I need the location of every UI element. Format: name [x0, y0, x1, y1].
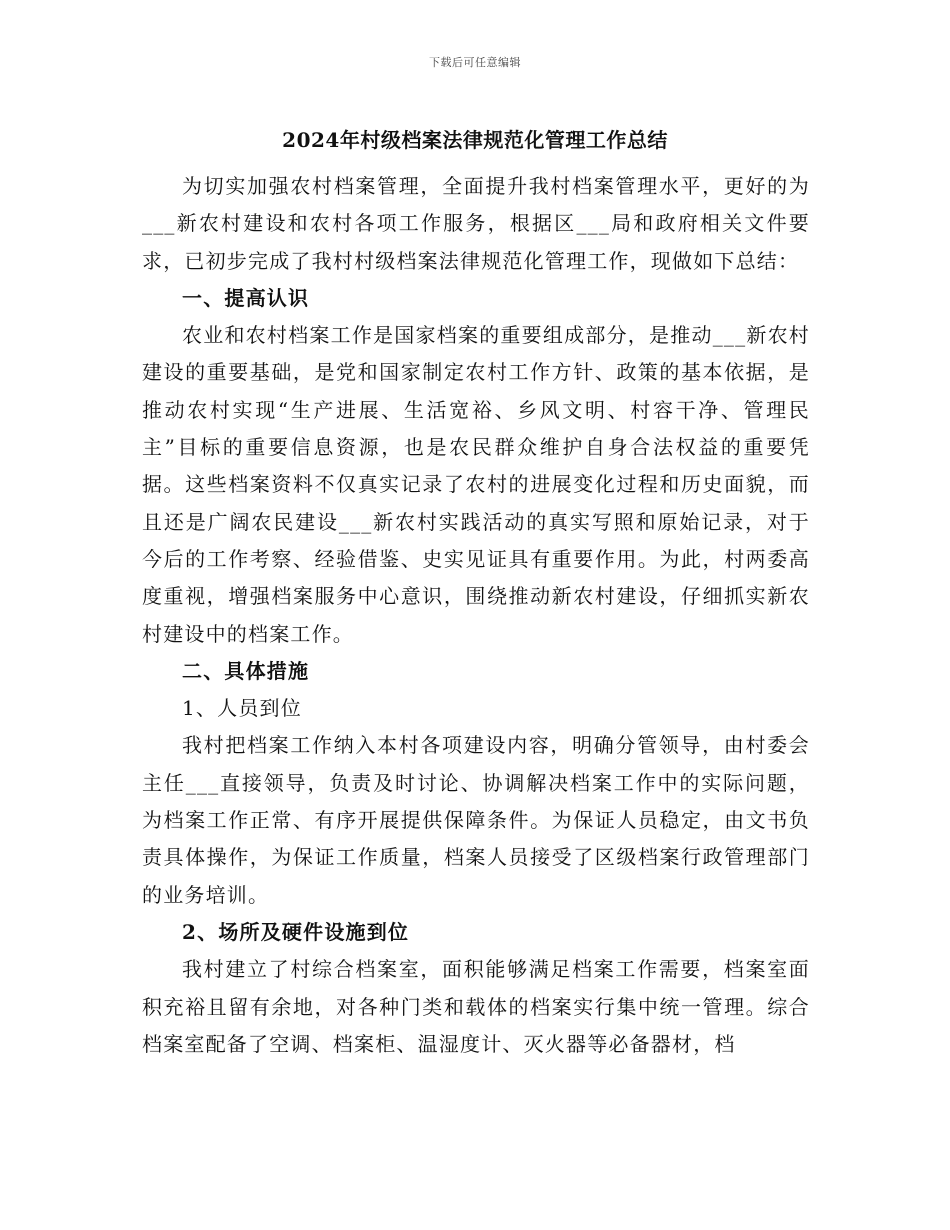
section-1-heading: 一、提高认识: [182, 285, 310, 310]
section-2-heading: 二、具体措施: [182, 658, 310, 683]
subsection-1-heading: 1、人员到位: [182, 696, 302, 721]
intro-paragraph: 为切实加强农村档案管理，全面提升我村档案管理水平，更好的为___新农村建设和农村各项工作服务，根据区___局和政府相关文件要求，已初步完成了我村村级档案法律规范化管理工作，现做如下总结：: [142, 174, 810, 273]
subsection-1-paragraph: 我村把档案工作纳入本村各项建设内容，明确分管领导，由村委会主任___直接领导，负责及时讨论、协调解决档案工作中的实际问题，为档案工作正常、有序开展提供保障条件。为保证人员稳定，由文书负责具体操作，为保证工作质量，档案人员接受了区级档案行政管理部门的业务培训。: [142, 733, 810, 907]
document-body: [142, 168, 810, 1063]
section-1-paragraph: 农业和农村档案工作是国家档案的重要组成部分，是推动___新农村建设的重要基础，是党和国家制定农村工作方针、政策的基本依据，是推动农村实现“生产进展、生活宽裕、乡风文明、村容干净、管理民主”目标的重要信息资源，也是农民群众维护自身合法权益的重要凭据。这些档案资料不仅真实记录了农村的进展变化过程和历史面貌，而且还是广阔农民建设___新农村实践活动的真实写照和原始记录，对于今后的工作考察、经验借鉴、史实见证具有重要作用。为此，村两委高度重视，增强档案服务中心意识，围绕推动新农村建设，仔细抓实新农村建设中的档案工作。: [142, 323, 810, 646]
subsection-2-paragraph: 我村建立了村综合档案室，面积能够满足档案工作需要，档案室面积充裕且留有余地，对各种门类和载体的档案实行集中统一管理。综合档案室配备了空调、档案柜、温湿度计、灭火器等必备器材，档: [142, 957, 810, 1056]
header-note: 下载后可任意编辑: [429, 56, 521, 69]
subsection-2-heading: 2、场所及硬件设施到位: [182, 919, 410, 944]
document-title: 2024年村级档案法律规范化管理工作总结: [282, 128, 668, 152]
